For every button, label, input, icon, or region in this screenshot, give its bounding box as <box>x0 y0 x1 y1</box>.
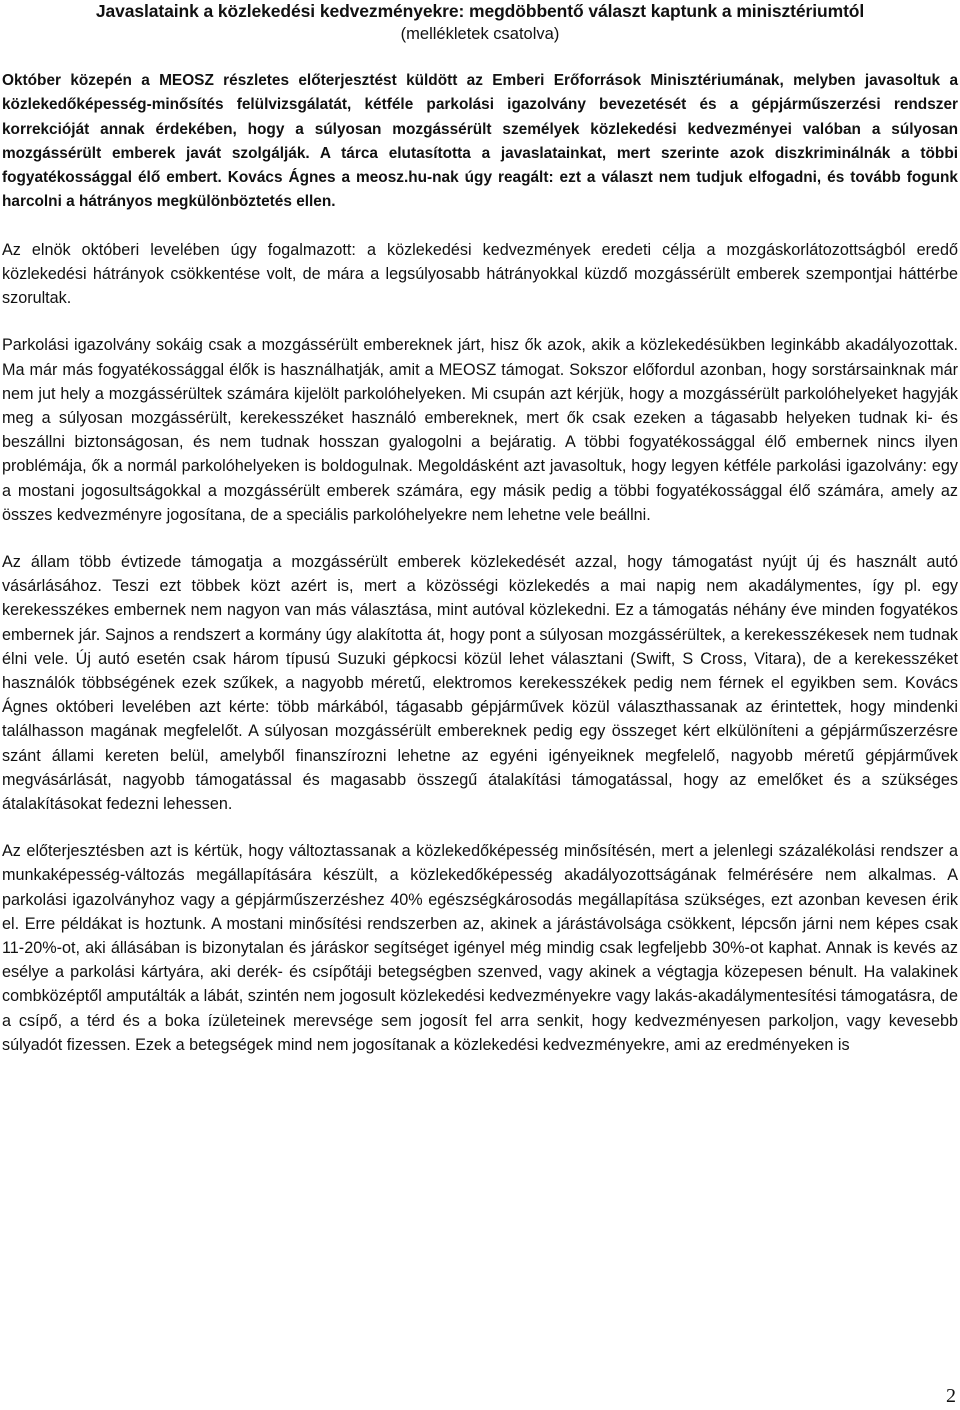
body-paragraph-3: Az állam több évtizede támogatja a mozgássérült emberek közlekedését azzal, hogy támogatást nyújt új és használt autó vásárlásához. Teszi ezt többek közt azért is, mert a közösségi közlekedés a mai napig nem akadálymentes, így pl. egy kerekesszékes embernek nem nagyon van más választása, mint autóval közlekedni. Ez a támogatás néhány éve minden fogyatékos embernek jár. Sajnos a rendszert a kormány úgy alakította át, hogy pont a súlyosan mozgássérültek, a kerekesszékesek nem tudnak élni vele. Új autó esetén csak három típusú Suzuki gépkocsi közül lehet választani (Swift, S Cross, Vitara), de a kerekesszéket használók többségének ezek szűkek, a nagyobb méretű, elektromos kerekesszékek pedig nem férnek el egyikben sem. Kovács Ágnes októberi levelében azt kérte: több márkából, tágasabb gépjárművek közül választhassanak az érintettek, hogy mindenki találhasson magának megfelelőt. A súlyosan mozgássérült embereknek pedig egy összeget kért elkülöníteni a gépjárműszerzésre szánt állami kereten belül, amelyből finanszírozni lehetne az egyéni igényeiknek megfelelő, nagyobb méretű gépjárművek megvásárlását, nagyobb támogatással és magasabb összegű átalakítási támogatással, hogy az emelőket és a szükséges átalakításokat fedezni lehessen. <box>2 553 958 814</box>
document-title: Javaslataink a közlekedési kedvezményekre: megdöbbentő választ kaptunk a minisztériumtól <box>95 1 865 21</box>
lead-paragraph: Október közepén a MEOSZ részletes előterjesztést küldött az Emberi Erőforrások Minisztériumának, melyben javasoltuk a közlekedőképesség-minősítés felülvizsgálatát, kétféle parkolási igazolvány bevezetését és a gépjárműszerzési rendszer korrekcióját annak érdekében, hogy a súlyosan mozgássérült személyek közlekedési kedvezményei valóban a súlyosan mozgássérült emberek javát szolgálják. A tárca elutasította a javaslatainkat, mert szerinte azok diszkriminálnák a többi fogyatékossággal élő embert. Kovács Ágnes a meosz.hu-nak úgy reagált: ezt a választ nem tudjuk elfogadni, és tovább fogunk harcolni a hátrányos megkülönböztetés ellen. <box>2 72 958 211</box>
body-paragraph-1: Az elnök októberi levelében úgy fogalmazott: a közlekedési kedvezmények eredeti célja a mozgáskorlátozottságból eredő közlekedési hátrányok csökkentése volt, de mára a legsúlyosabb hátrányokkal küzdő mozgássérült emberek szempontjai háttérbe szorultak. <box>2 240 958 308</box>
document-subtitle: (mellékletek csatolva) <box>400 25 560 43</box>
body-paragraph-2: Parkolási igazolvány sokáig csak a mozgássérült embereknek járt, hisz ők azok, akik a közlekedésükben leginkább akadályozottak. Ma már más fogyatékossággal élők is használhatják, amit a MEOSZ támogat. Sokszor előfordul azonban, hogy sorstársainknak már nem jut hely a mozgássérültek számára kijelölt parkolóhelyeken. Mi csupán azt kérjük, hogy a mozgássérült parkolóhelyeket hagyják meg a súlyosan mozgássérült, kerekesszéket használó embereknek, mert ők csak ezeken a tágasabb helyeken tudnak ki- és beszállni biztonságosan, és nem tudnak hosszan gyalogolni a bejáratig. A többi fogyatékossággal élő embernek nincs ilyen problémája, ők a normál parkolóhelyeken is boldogulnak. Megoldásként azt javasoltuk, hogy legyen kétféle parkolási igazolvány: egy a mostani jogosultságokkal a mozgássérült emberek számára, egy másik pedig a többi fogyatékossággal élő számára, amely az összes kedvezményre jogosítana, de a speciális parkolóhelyekre nem lehetne vele beállni. <box>2 336 958 524</box>
body-paragraph-4: Az előterjesztésben azt is kértük, hogy változtassanak a közlekedőképesség minősítésén, mert a jelenlegi százalékolási rendszer a munkaképesség-változás megállapítására készült, a közlekedőképesség akadályozottságának felmérésére nem alkalmas. A parkolási igazolványhoz vagy a gépjárműszerzéshez 40% egészségkárosodás megállapítása szükséges, ezt azonban kevesen érik el. Erre példákat is hoztunk. A mostani minősítési rendszerben az, akinek a járástávolsága csökkent, lépcsőn járni nem képes csak 11-20%-ot, aki állásában is bizonytalan és járáskor segítséget igényel még mindig csak legfeljebb 30%-ot kaphat. Annak is kevés az esélye a parkolási kártyára, aki derék- és csípőtáji betegségben szenved, vagy akinek a végtagja közepesen bénult. Ha valakinek combközéptől amputálták a lábát, szintén nem jogosult közlekedési kedvezményekre vagy lakás-akadálymentesítési támogatásra, de a csípő, a térd és a boka ízületeinek merevsége sem jogosít fel arra senkit, hogy kedvezményesen parkoljon, vagy kevesebb súlyadót fizessen. Ezek a betegségek mind nem jogosítanak a közlekedési kedvezményekre, ami az eredményeken is <box>2 842 958 1054</box>
page-number: 2 <box>946 1385 956 1407</box>
document-content <box>2 0 958 1057</box>
